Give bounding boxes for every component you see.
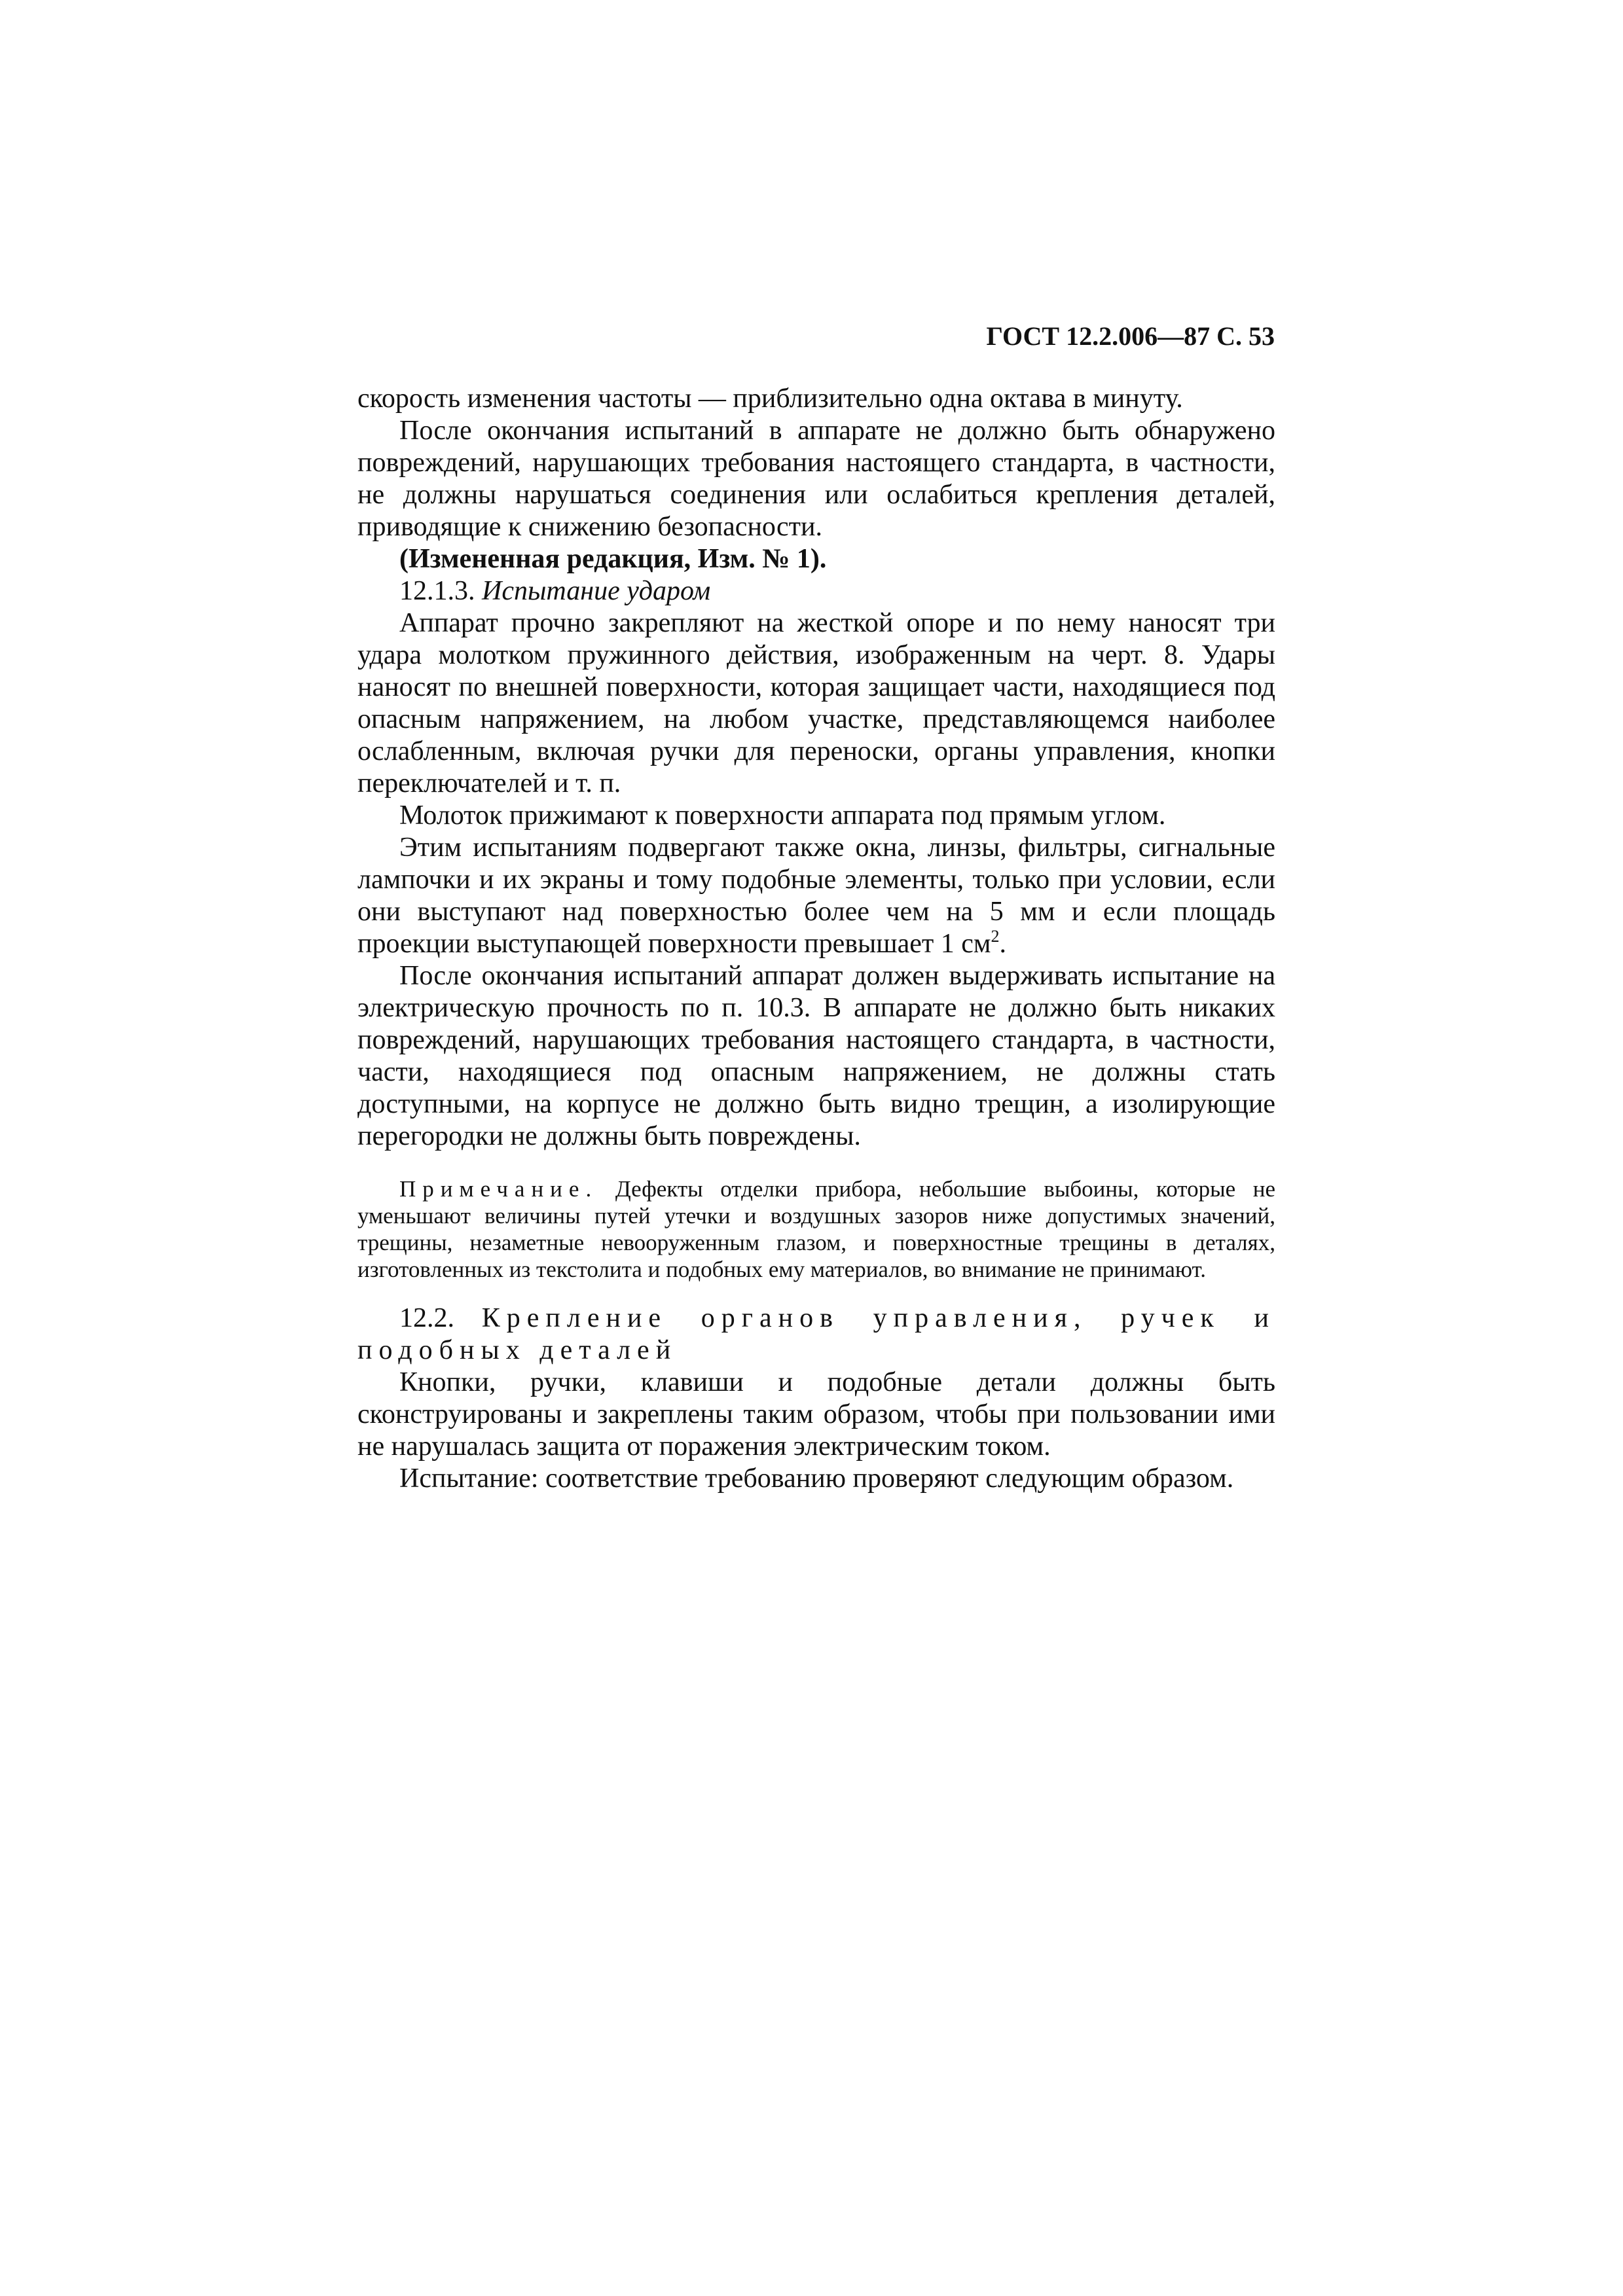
paragraph-hammer: Молоток прижимают к поверхности аппарата под прямым углом. (399, 800, 1166, 831)
superscript: 2 (991, 927, 1000, 946)
section-heading-12-1-3 (357, 575, 1275, 607)
paragraph-impact-test: Аппарат прочно закрепляют на жесткой опоре и по нему наносят три удара молотком пружинного действия, изображенным на черт. 8. Удары наносят по внешней поверхности, которая защищает части, находящиеся под опасным напряжением, на любом участке, представляющемся наиболее ослабленным, включая ручки для переноски, органы управления, кнопки переключателей и т. п. (357, 608, 1275, 798)
section-number: 12.1.3. (399, 576, 475, 606)
document-body (357, 383, 1275, 1495)
paragraph-test-method: Испытание: соответствие требованию проверяют следующим образом. (399, 1463, 1234, 1494)
paragraph-text: Этим испытаниям подвергают также окна, линзы, фильтры, сигнальные лампочки и их экраны и тому подобные элементы, только при условии, если они выступают над поверхностью более чем на 5 мм и если площадь проекции выступающей поверхности превышает 1 см (357, 833, 1275, 959)
page-header: ГОСТ 12.2.006—87 С. 53 (986, 321, 1275, 351)
paragraph-after-tests: После окончания испытаний в аппарате не должно быть обнаружено повреждений, нарушающих требования настоящего стандарта, в частности, не должны нарушаться соединения или ослабиться крепления деталей, приводящие к снижению безопасности. (357, 416, 1275, 542)
paragraph-controls: Кнопки, ручки, клавиши и подобные детали должны быть сконструированы и закреплены таким образом, чтобы при пользовании ими не нарушалась защита от поражения электрическим током. (357, 1367, 1275, 1462)
section-heading-12-2 (357, 1302, 1275, 1367)
section-title: Испытание ударом (482, 576, 711, 606)
amendment-note: (Измененная редакция, Изм. № 1). (399, 544, 827, 574)
note (357, 1175, 1275, 1283)
paragraph-continuation: скорость изменения частоты — приблизительно одна октава в минуту. (357, 384, 1183, 414)
paragraph-windows-lenses (357, 832, 1275, 960)
section-title: Крепление органов управления, ручек и подобных деталей (357, 1303, 1275, 1365)
note-label: Примечание. (399, 1176, 598, 1202)
section-number: 12.2. (399, 1303, 454, 1333)
period: . (999, 929, 1006, 959)
paragraph-electric-strength: После окончания испытаний аппарат должен выдерживать испытание на электрическую прочность по п. 10.3. В аппарате не должно быть никаких повреждений, нарушающих требования настоящего стандарта, в частности, части, находящиеся под опасным напряжением, не должны стать доступными, на корпусе не должно быть видно трещин, а изолирующие перегородки не должны быть повреждены. (357, 961, 1275, 1151)
note-text: Дефекты отделки прибора, небольшие выбоины, которые не уменьшают величины путей утечки и воздушных зазоров ниже допустимых значений, трещины, незаметные невооруженным глазом, и поверхностные трещины в деталях, изготовленных из текстолита и подобных ему материалов, во внимание не принимают. (357, 1176, 1276, 1282)
